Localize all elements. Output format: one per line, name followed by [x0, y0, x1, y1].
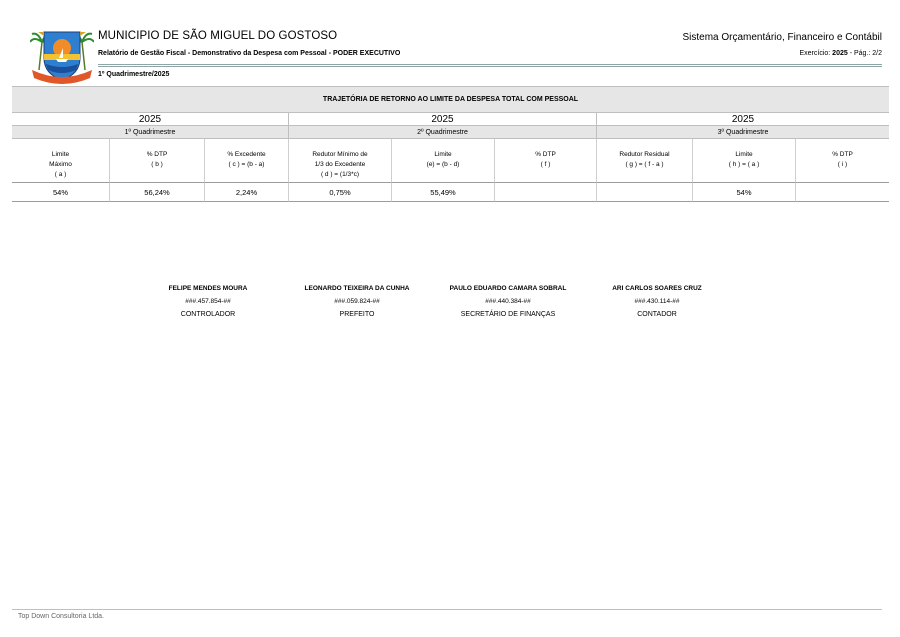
value-cell: 54% [693, 183, 796, 202]
signatory-cpf: ###.059.824-## [334, 298, 380, 305]
column-header: % DTP ( f ) [495, 139, 597, 183]
quadrimester-header-row [12, 126, 889, 139]
value-cell: 0,75% [289, 183, 392, 202]
page-number: - Pág.: 2/2 [849, 50, 882, 57]
column-header: % Excedente ( c ) = (b - a) [205, 139, 289, 183]
value-cell [597, 183, 693, 202]
column-header: % DTP ( i ) [796, 139, 889, 183]
header-divider-top [98, 64, 882, 65]
signatory-role: CONTROLADOR [180, 311, 236, 318]
exercise-label: Exercício: [799, 50, 831, 57]
report-period: 1º Quadrimestre/2025 [98, 71, 170, 78]
exercise-year: 2025 [832, 50, 848, 57]
value-cell: 2,24% [205, 183, 289, 202]
value-cell [796, 183, 889, 202]
return-trajectory-table [12, 86, 889, 202]
system-name: Sistema Orçamentário, Financeiro e Contábil [682, 32, 882, 43]
signatory-name: LEONARDO TEIXEIRA DA CUNHA [304, 285, 410, 292]
signature-accountant [582, 282, 732, 322]
table-title: TRAJETÓRIA DE RETORNO AO LIMITE DA DESPESA TOTAL COM PESSOAL [12, 86, 889, 113]
column-header: Limite (e) = (b - d) [392, 139, 495, 183]
signatory-name: PAULO EDUARDO CAMARA SOBRAL [449, 285, 567, 292]
report-title: Relatório de Gestão Fiscal - Demonstrativo da Despesa com Pessoal - PODER EXECUTIVO [98, 50, 401, 57]
footer-divider [12, 609, 882, 610]
column-header: Redutor Residual ( g ) = ( f - a ) [597, 139, 693, 183]
signatory-role: SECRETÁRIO DE FINANÇAS [460, 311, 556, 318]
values-row [12, 183, 889, 202]
year-header-row [12, 113, 889, 126]
column-header-row [12, 139, 889, 183]
value-cell: 54% [12, 183, 110, 202]
signature-controller [133, 282, 283, 322]
signatory-role: PREFEITO [339, 311, 375, 318]
signatory-role: CONTADOR [637, 311, 677, 318]
signatory-name: ARI CARLOS SOARES CRUZ [612, 285, 702, 292]
municipality-name: MUNICIPIO DE SÃO MIGUEL DO GOSTOSO [98, 30, 338, 42]
exercise-and-page [799, 50, 882, 57]
municipality-coat-of-arms-logo [30, 24, 94, 86]
footer-company: Top Down Consultoria Ltda. [18, 613, 104, 620]
group-quadrimester: 1º Quadrimestre [12, 126, 289, 139]
value-cell [495, 183, 597, 202]
group-year: 2025 [597, 113, 889, 126]
group-quadrimester: 2º Quadrimestre [289, 126, 597, 139]
column-header: Limite Máximo ( a ) [12, 139, 110, 183]
header-divider-bottom [98, 66, 882, 67]
column-header: Limite ( h ) = ( a ) [693, 139, 796, 183]
value-cell: 56,24% [110, 183, 205, 202]
signatory-cpf: ###.457.854-## [185, 298, 231, 305]
column-header: Redutor Mínimo de 1/3 do Excedente ( d ) = (1/3*c) [289, 139, 392, 183]
column-header: % DTP ( b ) [110, 139, 205, 183]
signatory-cpf: ###.440.384-## [485, 298, 531, 305]
group-quadrimester: 3º Quadrimestre [597, 126, 889, 139]
value-cell: 55,49% [392, 183, 495, 202]
signature-mayor [282, 282, 432, 322]
signatory-cpf: ###.430.114-## [634, 298, 680, 305]
group-year: 2025 [12, 113, 289, 126]
signature-finance-secretary [433, 282, 583, 322]
signatory-name: FELIPE MENDES MOURA [168, 285, 248, 292]
group-year: 2025 [289, 113, 597, 126]
